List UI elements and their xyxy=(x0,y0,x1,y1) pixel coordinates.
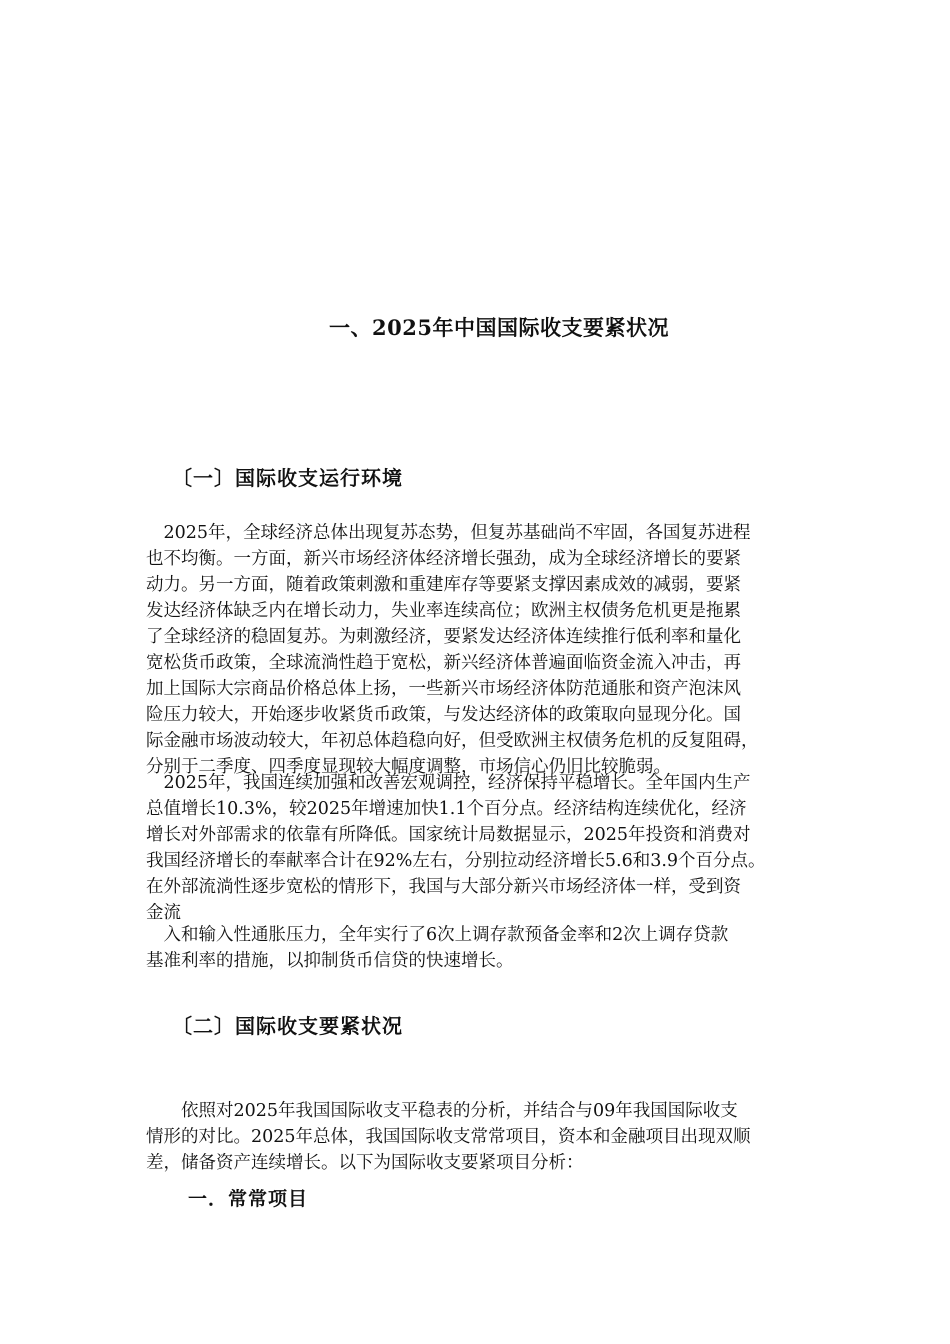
text-line: 动力。另一方面，随着政策刺激和重建库存等要紧支撑因素成效的减弱，要紧 xyxy=(146,575,741,595)
text-line: 入和输入性通胀压力，全年实行了6次上调存款预备金率和2次上调存贷款 xyxy=(146,925,729,945)
text-line: 总值增长10.3%，较2025年增速加快1.1个百分点。经济结构连续优化，经济 xyxy=(146,799,747,819)
text-line: 2025年，全球经济总体出现复苏态势，但复苏基础尚不牢固，各国复苏进程 xyxy=(146,523,751,543)
text-line: 我国经济增长的奉献率合计在92%左右，分别拉动经济增长5.6和3.9个百分点。 xyxy=(146,851,766,871)
text-line: 增长对外部需求的依靠有所降低。国家统计局数据显示，2025年投资和消费对 xyxy=(146,825,751,845)
text-line: 加上国际大宗商品价格总体上扬，一些新兴市场经济体防范通胀和资产泡沫风 xyxy=(146,679,741,699)
text-line: 2025年，我国连续加强和改善宏观调控，经济保持平稳增长。全年国内生产 xyxy=(146,773,751,793)
text-line: 差，储备资产连续增长。以下为国际收支要紧项目分析： xyxy=(146,1153,584,1173)
text-line: 险压力较大，开始逐步收紧货币政策，与发达经济体的政策取向显现分化。国 xyxy=(146,705,741,725)
text-line: 际金融市场波动较大，年初总体趋稳向好，但受欧洲主权债务危机的反复阻碍， xyxy=(146,731,759,751)
document-title: 一、2025年中国国际收支要紧状况 xyxy=(329,315,669,340)
text-line: 分别于二季度、四季度显现较大幅度调整，市场信心仍旧比较脆弱。 xyxy=(146,757,671,777)
text-line: 发达经济体缺乏内在增长动力，失业率连续高位；欧洲主权债务危机更是拖累 xyxy=(146,601,741,621)
paragraph-domestic-economy xyxy=(146,770,766,926)
text-line: 基准利率的措施，以抑制货币信贷的快速增长。 xyxy=(146,951,514,971)
text-line: 情形的对比。2025年总体，我国国际收支常常项目，资本和金融项目出现双顺 xyxy=(146,1127,751,1147)
section-heading-environment: 〔一〕国际收支运行环境 xyxy=(172,466,403,490)
section-heading-status: 〔二〕国际收支要紧状况 xyxy=(172,1014,403,1038)
text-line: 也不均衡。一方面，新兴市场经济体经济增长强劲，成为全球经济增长的要紧 xyxy=(146,549,741,569)
paragraph-global-economy xyxy=(146,520,759,780)
text-line: 了全球经济的稳固复苏。为刺激经济，要紧发达经济体连续推行低利率和量化 xyxy=(146,627,741,647)
subheading-current-account: 一．常常项目 xyxy=(188,1188,309,1210)
paragraph-monetary-policy xyxy=(146,922,728,974)
text-line: 在外部流淌性逐步宽松的情形下，我国与大部分新兴市场经济体一样，受到资 xyxy=(146,877,741,897)
text-line: 宽松货币政策，全球流淌性趋于宽松，新兴经济体普遍面临资金流入冲击，再 xyxy=(146,653,741,673)
text-line: 金流 xyxy=(146,903,181,923)
paragraph-analysis-intro xyxy=(146,1098,751,1176)
text-line: 依照对2025年我国国际收支平稳表的分析，并结合与09年我国国际收支 xyxy=(146,1101,738,1121)
